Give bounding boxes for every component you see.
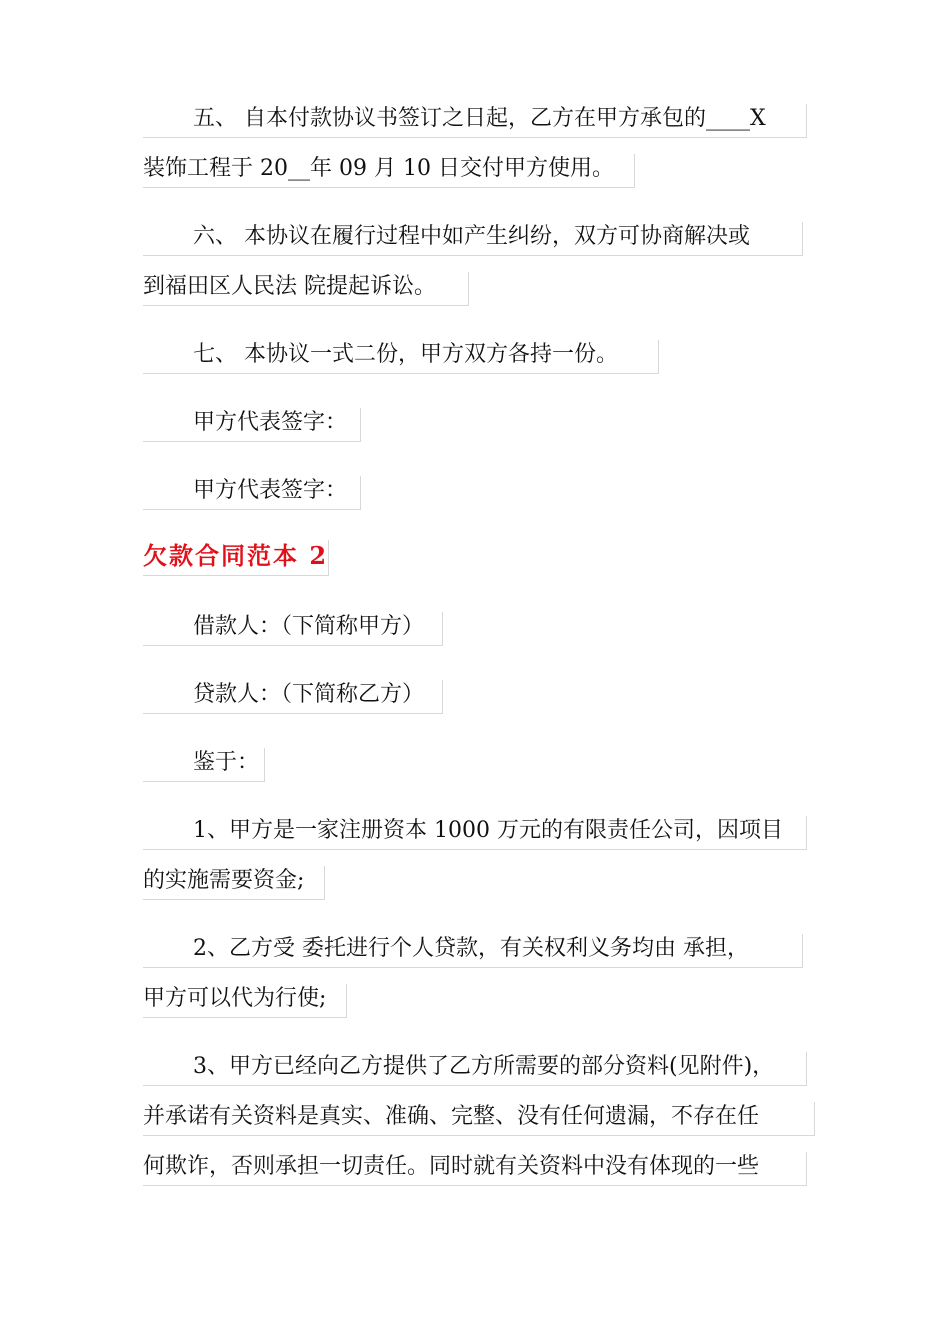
item-2-line-2: 甲方可以代为行使; — [143, 984, 347, 1018]
item-3-line-2: 并承诺有关资料是真实、准确、完整、没有任何遗漏，不存在任 — [143, 1102, 815, 1136]
signature-line-1: 甲方代表签字： — [143, 408, 361, 442]
clause-5-line-2: 装饰工程于 20__年 09 月 10 日交付甲方使用。 — [143, 154, 635, 188]
signature-line-2: 甲方代表签字： — [143, 476, 361, 510]
item-1-line-2: 的实施需要资金; — [143, 866, 325, 900]
clause-7: 七、 本协议一式二份，甲方双方各持一份。 — [143, 340, 659, 374]
clause-6-line-2: 到福田区人民法 院提起诉讼。 — [143, 272, 469, 306]
item-3-line-3: 何欺诈，否则承担一切责任。同时就有关资料中没有体现的一些 — [143, 1152, 807, 1186]
item-1-line-1: 1、甲方是一家注册资本 1000 万元的有限责任公司，因项目 — [143, 816, 807, 850]
item-3-line-1: 3、甲方已经向乙方提供了乙方所需要的部分资料(见附件)， — [143, 1052, 807, 1086]
whereas-line: 鉴于： — [143, 748, 265, 782]
borrower-line: 借款人：（下简称甲方） — [143, 612, 443, 646]
lender-line: 贷款人：（下简称乙方） — [143, 680, 443, 714]
item-2-line-1: 2、乙方受 委托进行个人贷款，有关权利义务均由 承担， — [143, 934, 803, 968]
clause-5-line-1: 五、 自本付款协议书签订之日起，乙方在甲方承包的____X — [143, 104, 807, 138]
clause-6-line-1: 六、 本协议在履行过程中如产生纠纷，双方可协商解决或 — [143, 222, 803, 256]
section-title: 欠款合同范本 2 — [143, 540, 329, 576]
